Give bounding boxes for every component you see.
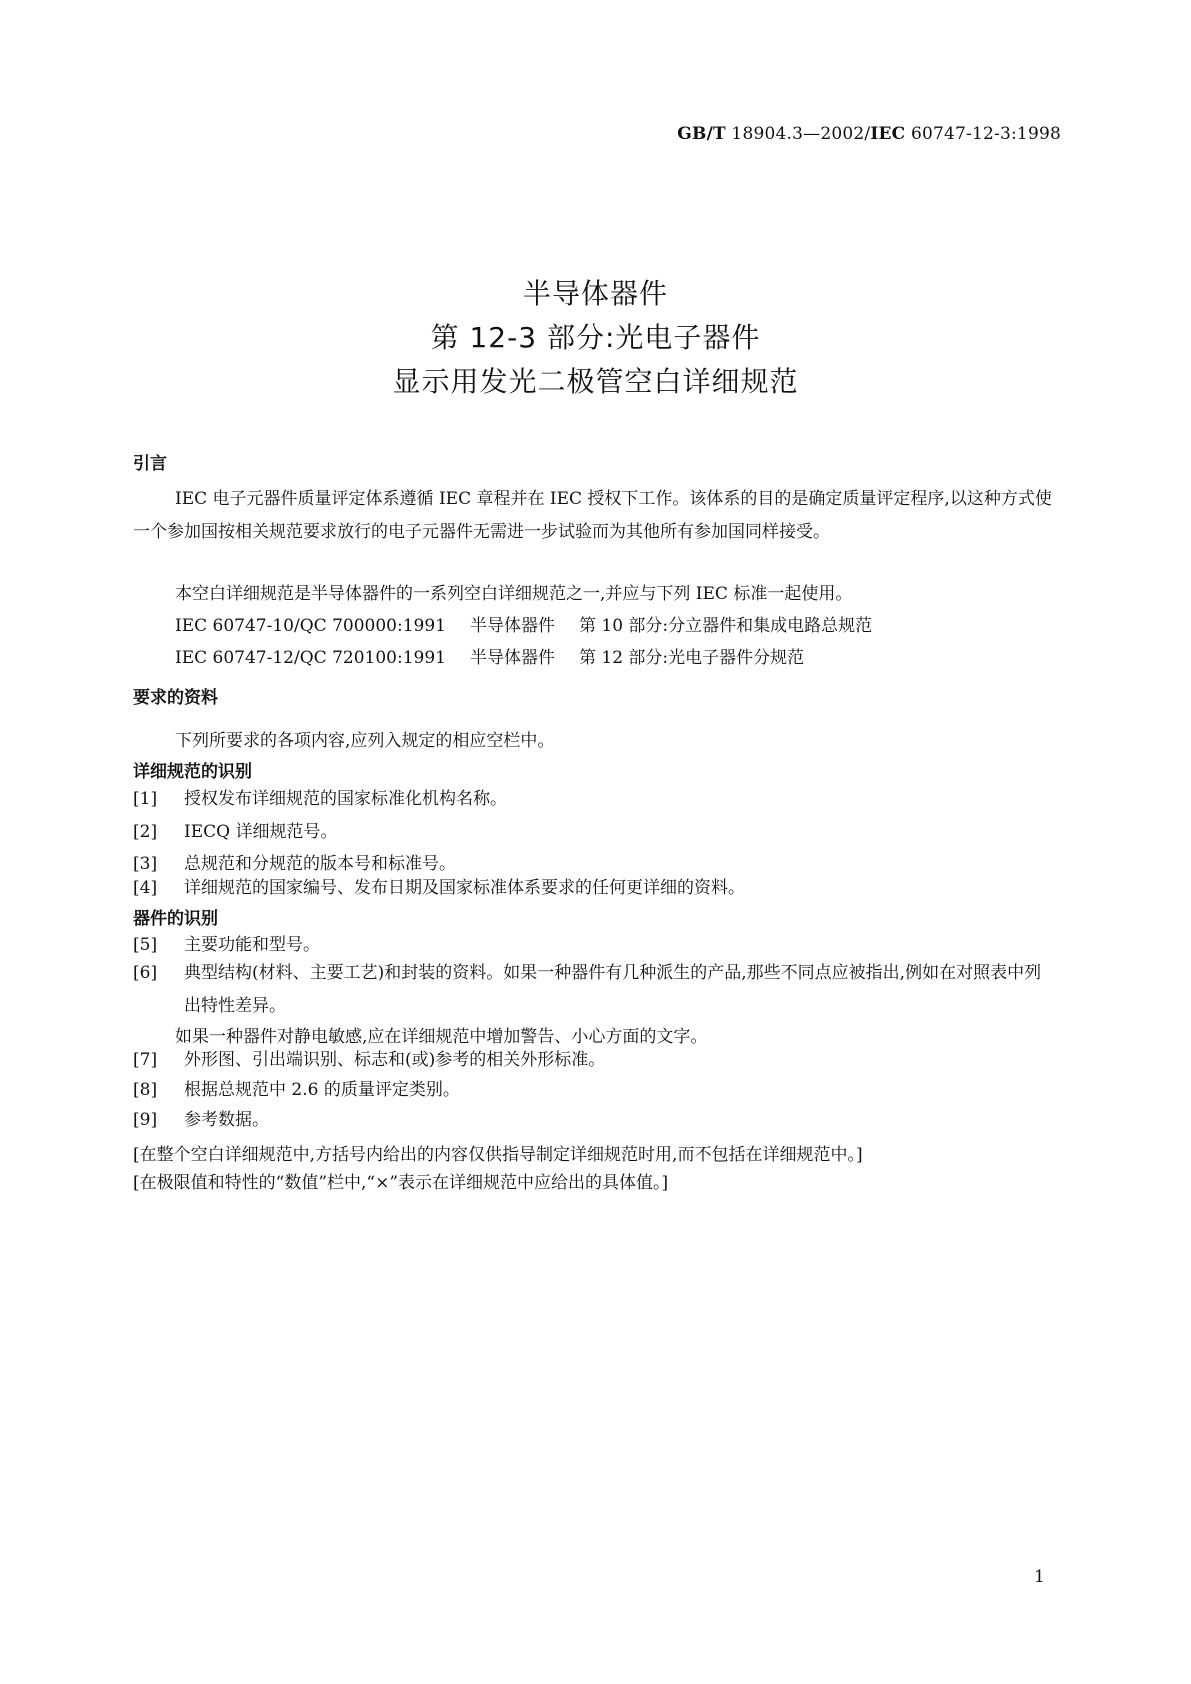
item-number: [5] bbox=[133, 935, 158, 955]
gb-number: 18904.3—2002/ bbox=[725, 124, 871, 144]
required-heading: 要求的资料 bbox=[133, 688, 218, 708]
reference-2 bbox=[175, 643, 804, 668]
list-item bbox=[133, 1104, 1057, 1137]
item-number: [8] bbox=[133, 1080, 158, 1100]
iec-number: 60747-12-3:1998 bbox=[905, 124, 1061, 144]
reference-2-part: 第 12 部分:光电子器件分规范 bbox=[578, 648, 805, 668]
reference-2-code: IEC 60747-12/QC 720100:1991 bbox=[175, 648, 446, 668]
item-6-note: 如果一种器件对静电敏感,应在详细规范中增加警告、小心方面的文字。 bbox=[175, 1027, 708, 1047]
list-item bbox=[133, 957, 1057, 1023]
page-number: 1 bbox=[1034, 1567, 1045, 1587]
title-line-1: 半导体器件 bbox=[522, 277, 668, 310]
intro-paragraph-1: IEC 电子元器件质量评定体系遵循 IEC 章程并在 IEC 授权下工作。该体系的目的是确定质量评定程序,以这种方式使一个参加国按相关规范要求放行的电子元器件无需进一步试验而为其他所有参加国同样接受。 bbox=[133, 489, 1052, 542]
list-item bbox=[133, 1044, 1057, 1077]
device-identification-heading: 器件的识别 bbox=[133, 909, 218, 929]
gb-prefix: GB/T bbox=[677, 124, 726, 144]
item-text: 参考数据。 bbox=[184, 1110, 269, 1130]
bracket-note-1: [在整个空白详细规范中,方括号内给出的内容仅供指导制定详细规范时用,而不包括在详细规范中。] bbox=[133, 1145, 863, 1165]
intro-heading: 引言 bbox=[133, 454, 167, 474]
reference-1 bbox=[175, 611, 872, 636]
item-number: [9] bbox=[133, 1110, 158, 1130]
bracket-note-2: [在极限值和特性的“数值”栏中,“×”表示在详细规范中应给出的具体值。] bbox=[133, 1173, 669, 1193]
document-title bbox=[0, 272, 1191, 404]
title-line-2: 第 12-3 部分:光电子器件 bbox=[430, 321, 761, 354]
title-line-3: 显示用发光二极管空白详细规范 bbox=[392, 365, 799, 398]
list-item bbox=[133, 1074, 1057, 1107]
required-paragraph: 下列所要求的各项内容,应列入规定的相应空栏中。 bbox=[175, 731, 555, 751]
item-text: 外形图、引出端识别、标志和(或)参考的相关外形标准。 bbox=[184, 1050, 606, 1070]
item-number: [1] bbox=[133, 789, 158, 809]
item-text: 典型结构(材料、主要工艺)和封装的资料。如果一种器件有几种派生的产品,那些不同点应被指出,例如在对照表中列出特性差异。 bbox=[184, 963, 1042, 1016]
list-item bbox=[133, 783, 1057, 816]
item-number: [7] bbox=[133, 1050, 158, 1070]
list-item bbox=[133, 872, 1057, 905]
item-text: 详细规范的国家编号、发布日期及国家标准体系要求的任何更详细的资料。 bbox=[184, 878, 745, 898]
reference-1-part: 第 10 部分:分立器件和集成电路总规范 bbox=[578, 616, 873, 636]
item-number: [3] bbox=[133, 854, 158, 874]
item-text: 总规范和分规范的版本号和标准号。 bbox=[184, 854, 456, 874]
item-text: 授权发布详细规范的国家标准化机构名称。 bbox=[184, 789, 507, 809]
reference-1-code: IEC 60747-10/QC 700000:1991 bbox=[175, 616, 446, 636]
item-text: IECQ 详细规范号。 bbox=[184, 822, 338, 842]
item-text: 主要功能和型号。 bbox=[184, 935, 320, 955]
iec-prefix: IEC bbox=[870, 124, 906, 144]
item-text: 根据总规范中 2.6 的质量评定类别。 bbox=[184, 1080, 460, 1100]
item-number: [2] bbox=[133, 822, 158, 842]
intro-paragraph-2: 本空白详细规范是半导体器件的一系列空白详细规范之一,并应与下列 IEC 标准一起使用。 bbox=[175, 584, 853, 604]
list-item bbox=[133, 816, 1057, 849]
reference-1-name: 半导体器件 bbox=[469, 616, 555, 636]
item-number: [4] bbox=[133, 878, 158, 898]
spec-identification-heading: 详细规范的识别 bbox=[133, 762, 252, 782]
item-number: [6] bbox=[133, 963, 158, 983]
document-code bbox=[677, 124, 1061, 144]
reference-2-name: 半导体器件 bbox=[469, 648, 555, 668]
